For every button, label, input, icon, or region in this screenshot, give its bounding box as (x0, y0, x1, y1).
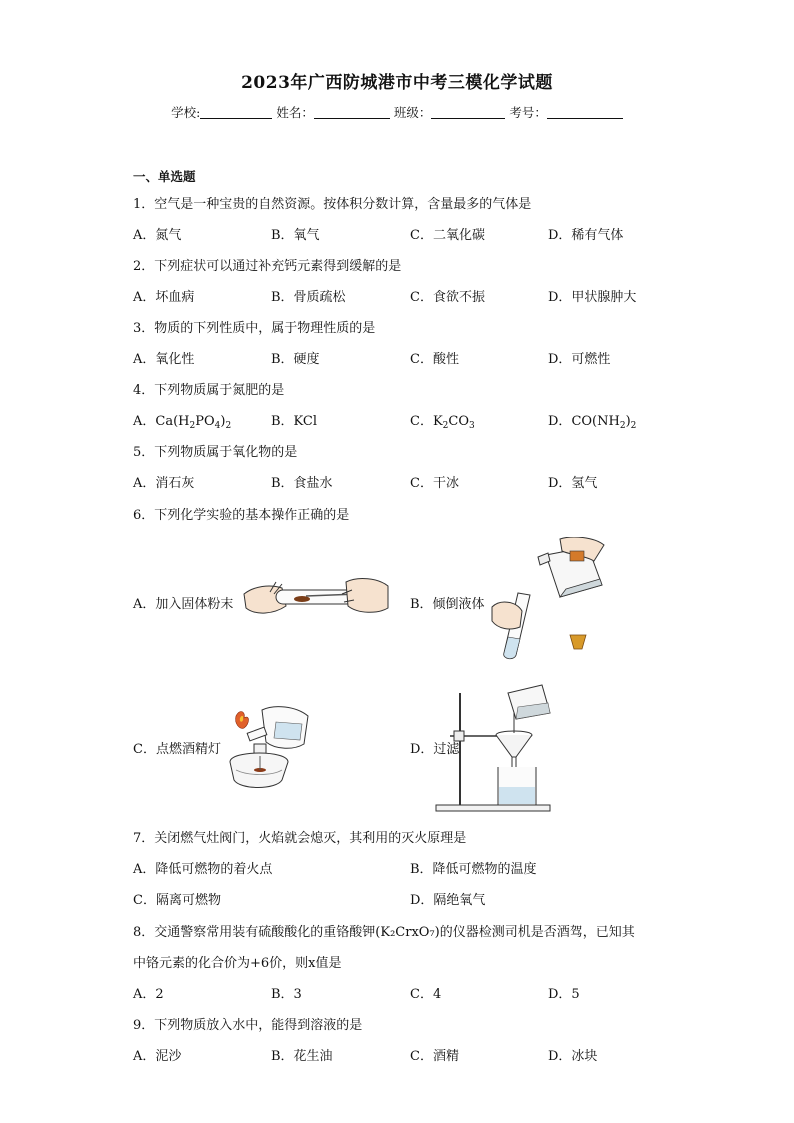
question-4: 4．下列物质属于氮肥的是 (133, 383, 285, 398)
question-2: 2．下列症状可以通过补充钙元素得到缓解的是 (133, 259, 402, 274)
school-blank[interactable] (200, 106, 272, 119)
question-8: 8．交通警察常用装有硫酸酸化的重铬酸钾(K₂CrxO₇)的仪器检测司机是否酒驾，已知其 (133, 925, 635, 940)
q8-option-c[interactable]: C．4 (410, 987, 442, 1002)
name-label: 姓名： (276, 105, 314, 120)
q7-option-d[interactable]: D．隔绝氧气 (410, 893, 486, 908)
q9-option-d[interactable]: D．冰块 (548, 1049, 598, 1064)
question-5: 5．下列物质属于氧化物的是 (133, 445, 298, 460)
q1-option-c[interactable]: C．二氧化碳 (410, 228, 485, 243)
q1-option-d[interactable]: D．稀有气体 (548, 228, 624, 243)
alcohol-lamp-figure (222, 704, 312, 792)
q6-option-d[interactable]: D．过滤 (410, 742, 460, 757)
q7-option-b[interactable]: B．降低可燃物的温度 (410, 862, 537, 877)
question-8-continued: 中铬元素的化合价为+6价，则x值是 (133, 956, 342, 971)
q3-option-d[interactable]: D．可燃性 (548, 352, 611, 367)
q2-option-b[interactable]: B．骨质疏松 (271, 290, 346, 305)
q3-option-a[interactable]: A．氧化性 (133, 352, 195, 367)
question-6: 6．下列化学实验的基本操作正确的是 (133, 508, 350, 523)
school-label: 学校: (171, 105, 201, 120)
q6-option-c[interactable]: C．点燃酒精灯 (133, 742, 221, 757)
class-blank[interactable] (431, 106, 505, 119)
question-7: 7．关闭燃气灶阀门，火焰就会熄灭，其利用的灭火原理是 (133, 831, 467, 846)
exam-no-label: 考号： (509, 105, 547, 120)
q2-option-a[interactable]: A．坏血病 (133, 290, 195, 305)
q8-option-a[interactable]: A．2 (133, 987, 164, 1002)
q8-option-b[interactable]: B．3 (271, 987, 302, 1002)
q1-option-a[interactable]: A．氮气 (133, 228, 182, 243)
q5-option-d[interactable]: D．氢气 (548, 476, 598, 491)
question-3: 3．物质的下列性质中，属于物理性质的是 (133, 321, 376, 336)
q6-option-a[interactable]: A．加入固体粉末 (133, 597, 234, 612)
q8-option-d[interactable]: D．5 (548, 987, 580, 1002)
q4-option-b[interactable]: B．KCl (271, 414, 318, 429)
q9-option-b[interactable]: B．花生油 (271, 1049, 333, 1064)
document-title: 2023年广西防城港市中考三模化学试题 (241, 73, 553, 93)
q2-option-c[interactable]: C．食欲不振 (410, 290, 485, 305)
pour-liquid-figure (490, 537, 612, 661)
section-heading: 一、单选题 (133, 169, 196, 184)
q6-option-b[interactable]: B．倾倒液体 (410, 597, 485, 612)
q4-option-c[interactable]: C．$K_2CO_3$ (410, 414, 475, 431)
q4-option-a[interactable]: A．$Ca(H_2PO_4)_2$ (133, 414, 232, 431)
q9-option-a[interactable]: A．泥沙 (133, 1049, 182, 1064)
exam-no-blank[interactable] (547, 106, 623, 119)
q7-option-c[interactable]: C．隔离可燃物 (133, 893, 221, 908)
filtration-figure (432, 683, 554, 813)
class-label: 班级： (393, 105, 432, 120)
q3-option-b[interactable]: B．硬度 (271, 352, 320, 367)
q1-option-b[interactable]: B．氧气 (271, 228, 320, 243)
powder-adding-figure (240, 572, 392, 624)
name-blank[interactable] (314, 106, 390, 119)
student-info-line (0, 103, 794, 121)
q4-option-d[interactable]: D．$CO(NH_2)_2$ (548, 414, 637, 431)
q7-option-a[interactable]: A．降低可燃物的着火点 (133, 862, 273, 877)
q9-option-c[interactable]: C．酒精 (410, 1049, 459, 1064)
q2-option-d[interactable]: D．甲状腺肿大 (548, 290, 637, 305)
question-9: 9．下列物质放入水中，能得到溶液的是 (133, 1018, 363, 1033)
question-1: 1．空气是一种宝贵的自然资源。按体积分数计算，含量最多的气体是 (133, 197, 532, 212)
q3-option-c[interactable]: C．酸性 (410, 352, 459, 367)
q5-option-b[interactable]: B．食盐水 (271, 476, 333, 491)
q5-option-a[interactable]: A．消石灰 (133, 476, 195, 491)
q5-option-c[interactable]: C．干冰 (410, 476, 459, 491)
